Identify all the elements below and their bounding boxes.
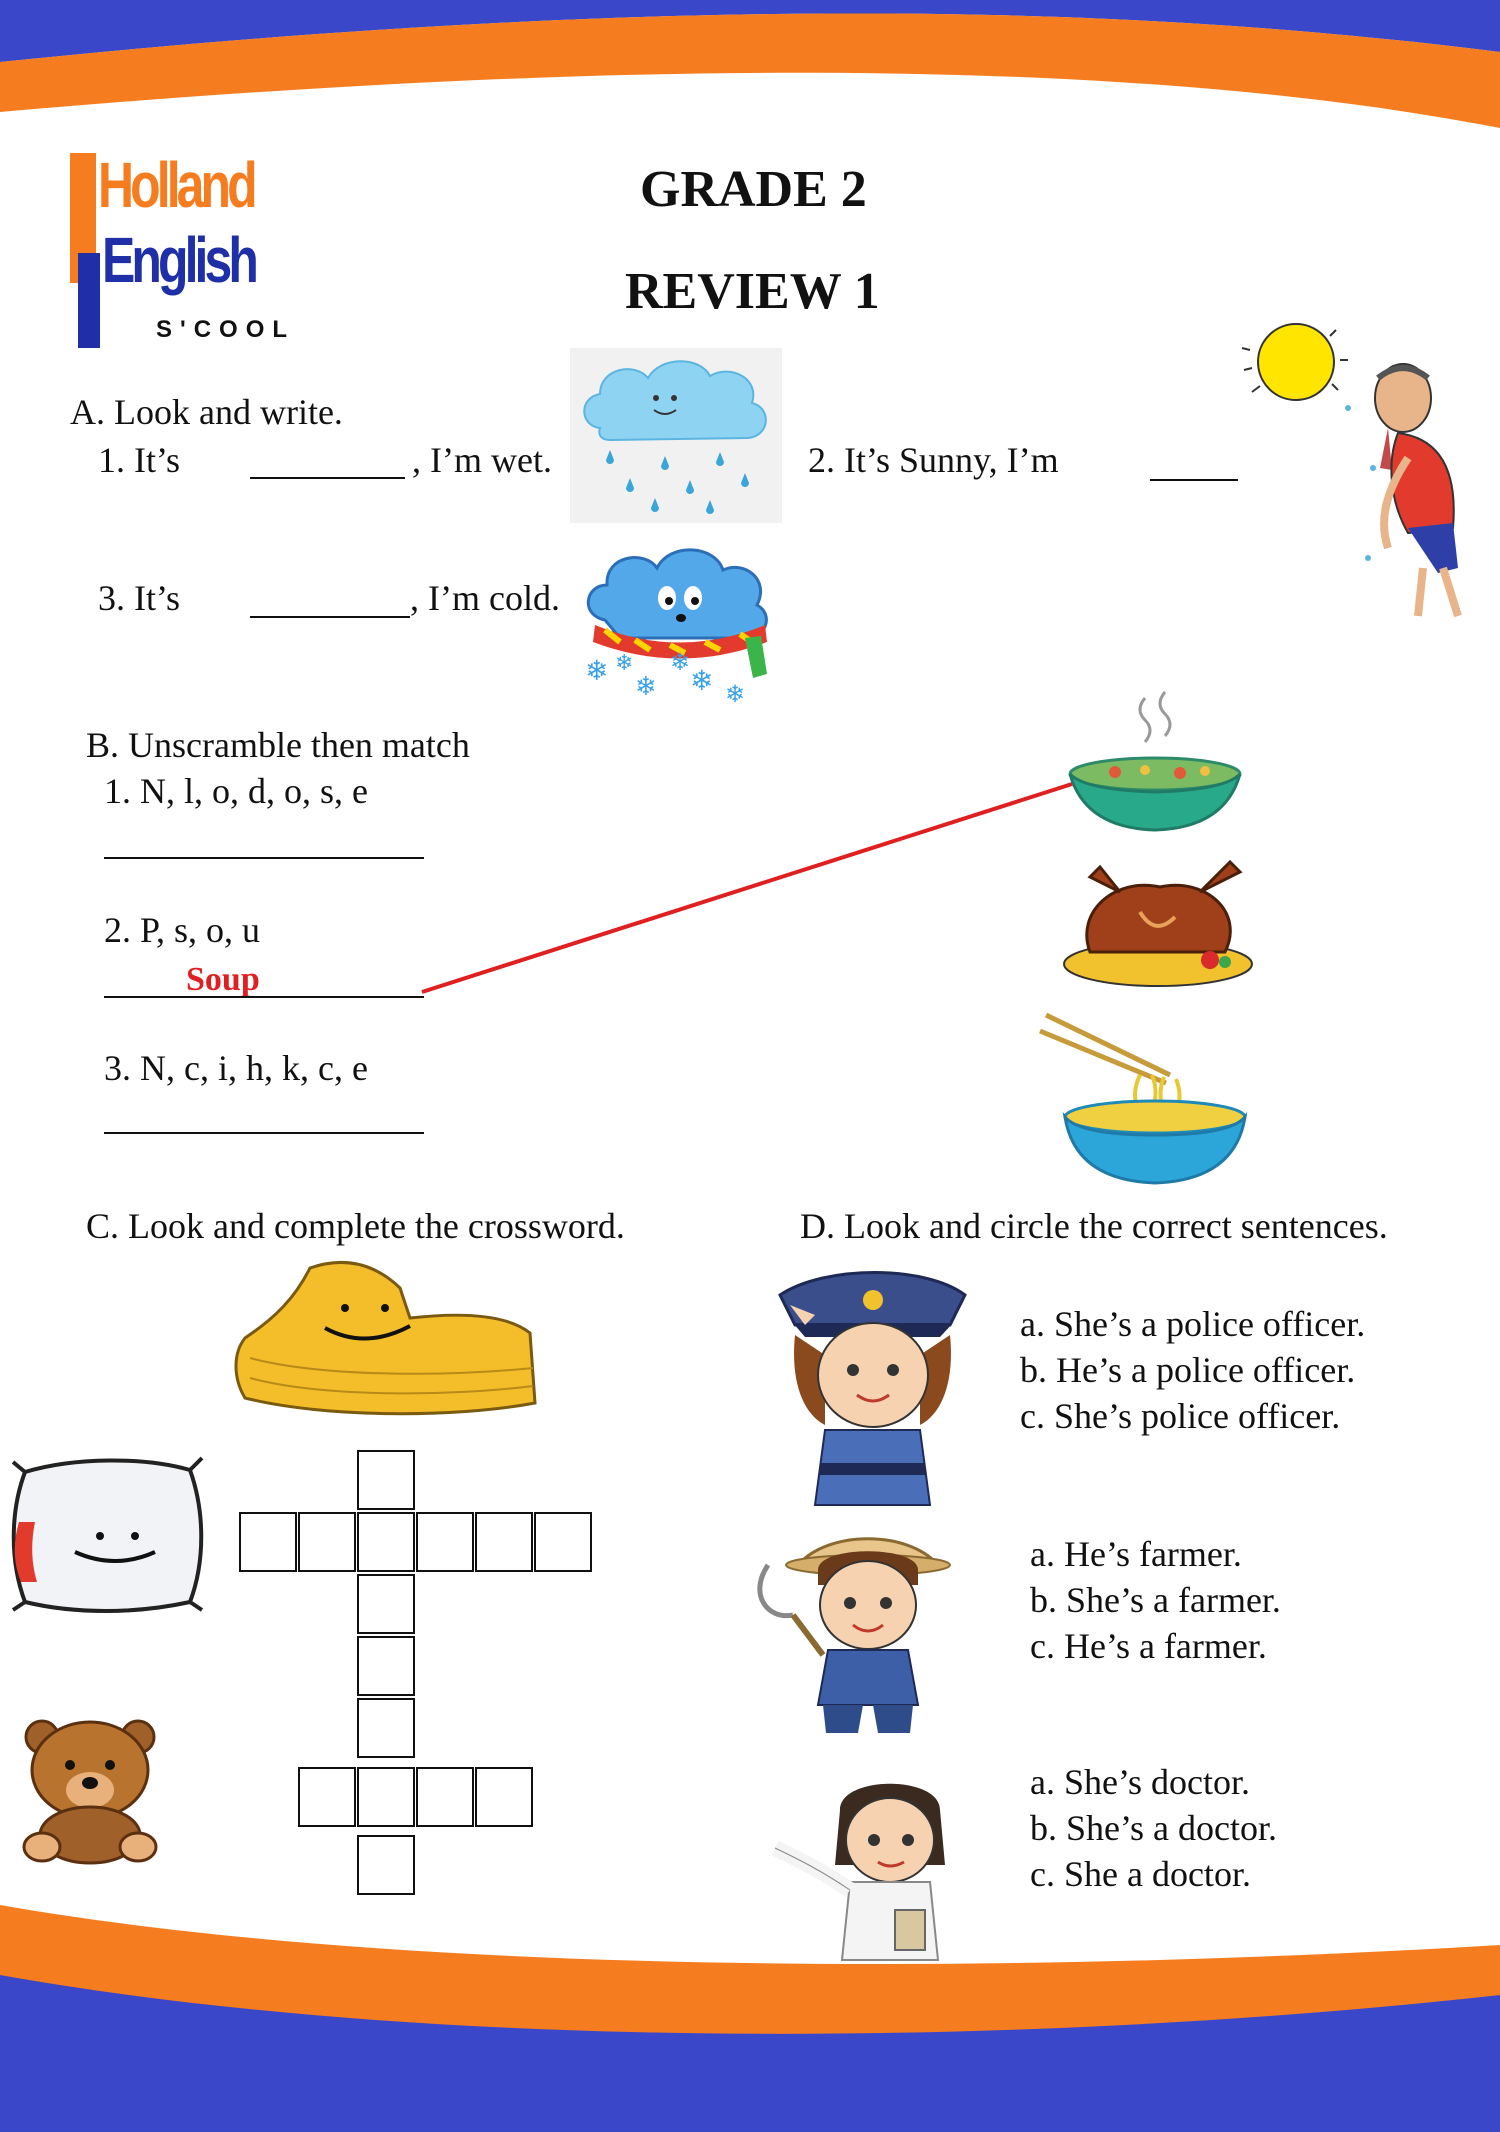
crossword-cell[interactable]: [357, 1636, 415, 1696]
police-officer-image: [765, 1265, 980, 1520]
section-b-title: B. Unscramble then match: [86, 725, 470, 765]
svg-text:❄: ❄: [725, 682, 746, 708]
police-option-a[interactable]: a. She’s a police officer.: [1020, 1304, 1366, 1344]
farmer-option-b[interactable]: b. She’s a farmer.: [1030, 1580, 1281, 1620]
svg-text:❄: ❄: [670, 650, 691, 676]
svg-text:❄: ❄: [635, 672, 657, 701]
unscramble-item-3-letters: 3. N, c, i, h, k, c, e: [104, 1048, 368, 1088]
question-a2-prefix: 2. It’s Sunny, I’m: [808, 440, 1059, 480]
farmer-option-c[interactable]: c. He’s a farmer.: [1030, 1626, 1267, 1666]
question-a3-prefix: 3. It’s: [98, 578, 181, 618]
section-c-title: C. Look and complete the crossword.: [86, 1206, 625, 1246]
unscramble-answer-line-3[interactable]: [104, 1132, 424, 1134]
doctor-option-a[interactable]: a. She’s doctor.: [1030, 1762, 1250, 1802]
crossword-cell[interactable]: [357, 1512, 415, 1572]
grade-title: GRADE 2: [640, 161, 867, 218]
section-d-title: D. Look and circle the correct sentences.: [800, 1206, 1388, 1246]
review-title: REVIEW 1: [625, 263, 880, 320]
svg-text:❄: ❄: [690, 666, 714, 697]
logo-text-school: S'COOL: [156, 316, 296, 343]
bottom-wave-decoration: [0, 1905, 1500, 2132]
question-a3-suffix: , I’m cold.: [410, 578, 560, 618]
crossword-cell[interactable]: [298, 1512, 356, 1572]
crossword-cell[interactable]: [416, 1767, 474, 1827]
question-a1-prefix: 1. It’s: [98, 440, 181, 480]
crossword-cell[interactable]: [298, 1767, 356, 1827]
crossword-cell[interactable]: [416, 1512, 474, 1572]
doctor-option-c[interactable]: c. She a doctor.: [1030, 1854, 1251, 1894]
unscramble-answer-2: Soup: [186, 961, 260, 998]
question-a1-suffix: , I’m wet.: [412, 440, 552, 480]
unscramble-item-1-letters: 1. N, l, o, d, o, s, e: [104, 771, 368, 811]
crossword-cell[interactable]: [475, 1767, 533, 1827]
crossword-cell[interactable]: [239, 1512, 297, 1572]
roast-chicken-image: [1060, 852, 1255, 992]
crossword-cell[interactable]: [357, 1835, 415, 1895]
noodle-bowl-image: [1040, 1005, 1255, 1190]
blanket-image: [235, 1258, 545, 1418]
svg-text:❄: ❄: [615, 650, 634, 675]
doctor-image: [770, 1770, 970, 1960]
svg-text:❄: ❄: [585, 656, 609, 687]
logo-text-holland: Holland: [98, 149, 254, 221]
crossword-cell[interactable]: [475, 1512, 533, 1572]
crossword-cell[interactable]: [357, 1574, 415, 1634]
logo-text-english: English: [102, 224, 255, 296]
soup-bowl-image: [1065, 688, 1245, 838]
crossword-cell[interactable]: [357, 1767, 415, 1827]
police-option-b[interactable]: b. He’s a police officer.: [1020, 1350, 1356, 1390]
unscramble-item-2-letters: 2. P, s, o, u: [104, 910, 261, 950]
police-option-c[interactable]: c. She’s police officer.: [1020, 1396, 1341, 1436]
crossword-cell[interactable]: [357, 1450, 415, 1510]
farmer-image: [748, 1525, 988, 1735]
crossword-cell[interactable]: [534, 1512, 592, 1572]
pillow-image: [5, 1452, 205, 1617]
teddy-bear-image: [10, 1715, 180, 1865]
farmer-option-a[interactable]: a. He’s farmer.: [1030, 1534, 1242, 1574]
section-a-title: A. Look and write.: [70, 392, 343, 432]
doctor-option-b[interactable]: b. She’s a doctor.: [1030, 1808, 1277, 1848]
crossword-cell[interactable]: [357, 1698, 415, 1758]
